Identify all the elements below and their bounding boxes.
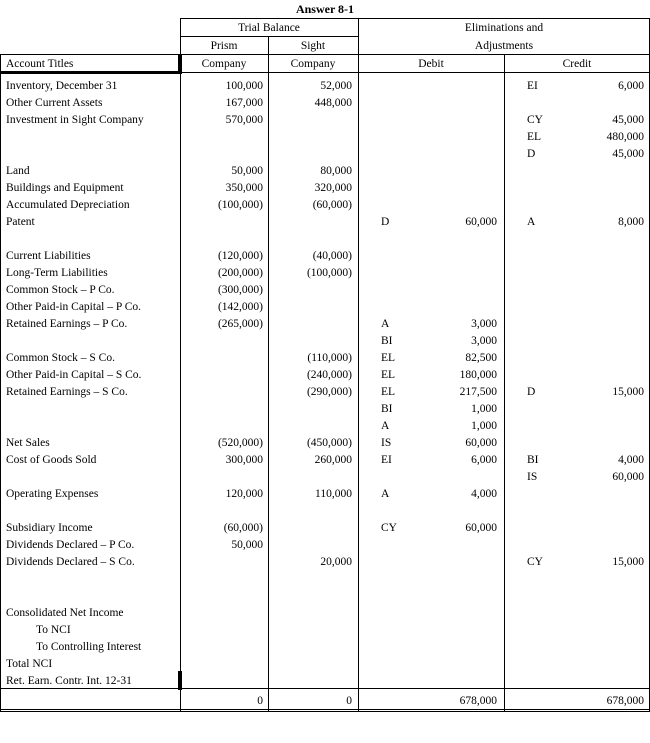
row-sight: 52,000 [320,80,352,92]
divider-sight-debit [358,18,359,712]
row-label: Land [6,165,30,177]
row-prism: (142,000) [217,301,263,313]
row-prism: (60,000) [223,522,263,534]
totals-bottom-line-2 [0,711,650,712]
row-debit: 1,000 [471,420,497,432]
row-label: To Controlling Interest [36,641,142,653]
row-label: Subsidiary Income [6,522,93,534]
row-prism: 350,000 [225,182,263,194]
row-credit: 15,000 [612,556,644,568]
total-credit: 678,000 [606,695,644,707]
row-sight: (100,000) [306,267,352,279]
row-debit: 3,000 [471,318,497,330]
row-debit-code: EL [381,352,396,364]
row-debit-code: A [381,488,390,500]
row-sight: (290,000) [306,386,352,398]
row-debit-code: IS [381,437,392,449]
header-mid-line [0,54,650,55]
totals-bottom-line-1 [0,709,650,710]
row-debit-code: BI [381,335,393,347]
row-credit: 4,000 [618,454,644,466]
row-label: To NCI [36,624,71,636]
eliminations-header-line1: Eliminations and [464,22,544,34]
eliminations-header-line2: Adjustments [474,40,534,52]
prism-header-line2: Company [201,58,247,70]
row-credit: 60,000 [612,471,644,483]
row-debit: 60,000 [465,216,497,228]
row-sight: (240,000) [306,369,352,381]
row-prism: (120,000) [217,250,263,262]
total-sight: 0 [346,695,352,707]
debit-header: Debit [418,58,444,70]
row-credit-code: BI [527,454,539,466]
row-debit-code: EL [381,386,396,398]
row-label: Investment in Sight Company [6,114,144,126]
row-label: Net Sales [6,437,50,449]
row-sight: 448,000 [314,97,352,109]
row-credit: 15,000 [612,386,644,398]
row-prism: (100,000) [217,199,263,211]
row-sight: 260,000 [314,454,352,466]
row-prism: 300,000 [225,454,263,466]
header-top-line [180,18,650,19]
account-titles-header: Account Titles [6,58,74,70]
row-sight: (60,000) [312,199,352,211]
sight-header-line2: Company [290,58,336,70]
row-credit: 8,000 [618,216,644,228]
row-sight: (110,000) [307,352,352,364]
row-debit: 82,500 [465,352,497,364]
row-debit: 4,000 [471,488,497,500]
row-sight: (40,000) [312,250,352,262]
row-label: Current Liabilities [6,250,91,262]
row-label: Retained Earnings – S Co. [6,386,128,398]
row-label: Operating Expenses [6,488,99,500]
header-bottom-thick-left [0,71,180,74]
row-credit-code: CY [527,556,543,568]
row-sight: 80,000 [320,165,352,177]
row-label: Patent [6,216,35,228]
totals-top-line [0,688,650,689]
row-credit-code: IS [527,471,538,483]
row-prism: 50,000 [231,165,263,177]
row-label: Dividends Declared – S Co. [6,556,135,568]
row-sight: 20,000 [320,556,352,568]
row-label: Ret. Earn. Contr. Int. 12-31 [6,675,132,687]
row-prism: 120,000 [225,488,263,500]
row-label: Total NCI [6,658,53,670]
row-credit: 45,000 [612,148,644,160]
row-credit-code: A [527,216,536,228]
row-credit: 480,000 [606,131,644,143]
row-prism: 167,000 [225,97,263,109]
header-bottom-line [180,72,650,73]
row-debit-code: EL [381,369,396,381]
row-label: Retained Earnings – P Co. [6,318,128,330]
row-label: Buildings and Equipment [6,182,124,194]
left-border [0,54,1,712]
total-debit: 678,000 [459,695,497,707]
row-debit: 1,000 [471,403,497,415]
row-label: Accumulated Depreciation [6,199,130,211]
row-label: Consolidated Net Income [6,607,124,619]
row-prism: (300,000) [217,284,263,296]
row-debit-code: A [381,318,390,330]
row-sight: 320,000 [314,182,352,194]
row-prism: (520,000) [217,437,263,449]
row-label: Dividends Declared – P Co. [6,539,135,551]
row-prism: (200,000) [217,267,263,279]
credit-header: Credit [562,58,592,70]
row-debit-code: A [381,420,390,432]
row-prism: 570,000 [225,114,263,126]
trial-balance-underline [180,36,358,37]
row-label: Cost of Goods Sold [6,454,97,466]
row-credit: 6,000 [618,80,644,92]
row-sight: (450,000) [306,437,352,449]
row-credit-code: CY [527,114,543,126]
row-debit-code: D [381,216,390,228]
row-debit: 3,000 [471,335,497,347]
row-sight: 110,000 [315,488,352,500]
row-prism: 100,000 [225,80,263,92]
row-label: Other Paid-in Capital – S Co. [6,369,142,381]
row-credit: 45,000 [612,114,644,126]
row-label: Inventory, December 31 [6,80,118,92]
sight-header-line1: Sight [300,40,326,52]
row-debit: 217,500 [459,386,497,398]
row-credit-code: EI [527,80,538,92]
row-debit: 180,000 [459,369,497,381]
row-label: Common Stock – S Co. [6,352,115,364]
trial-balance-header: Trial Balance [238,22,300,34]
total-prism: 0 [257,695,263,707]
row-debit: 60,000 [465,522,497,534]
row-prism: (265,000) [217,318,263,330]
row-label: Common Stock – P Co. [6,284,115,296]
row-debit-code: EI [381,454,392,466]
page-title: Answer 8-1 [295,2,355,16]
row-credit-code: D [527,148,536,160]
row-credit-code: D [527,386,536,398]
row-prism: 50,000 [231,539,263,551]
row-debit-code: BI [381,403,393,415]
row-debit-code: CY [381,522,397,534]
row-credit-code: EL [527,131,542,143]
row-label: Long-Term Liabilities [6,267,108,279]
row-label: Other Current Assets [6,97,103,109]
row-debit: 6,000 [471,454,497,466]
row-label: Other Paid-in Capital – P Co. [6,301,142,313]
row-debit: 60,000 [465,437,497,449]
prism-header-line1: Prism [210,40,238,52]
thick-divider-footer [178,671,182,690]
